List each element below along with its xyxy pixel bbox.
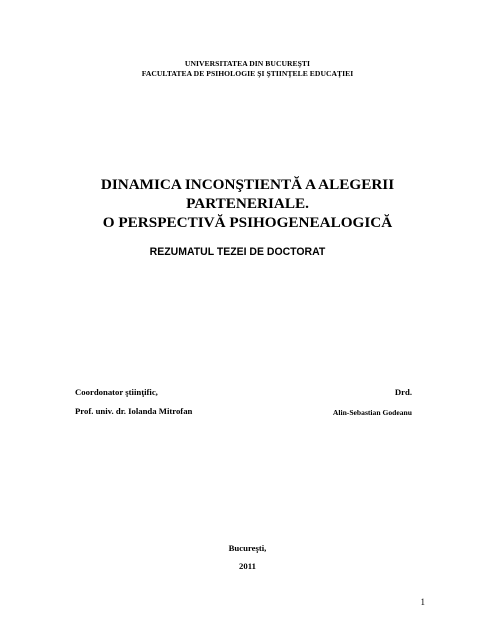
- thesis-title-line-3: O PERSPECTIVĂ PSIHOGENEALOGICĂ: [102, 214, 393, 231]
- university-name: UNIVERSITATEA DIN BUCUREŞTI: [184, 59, 311, 68]
- thesis-subtitle: REZUMATUL TEZEI DE DOCTORAT: [149, 246, 326, 258]
- author-name: Alin-Sebastian Godeanu: [332, 408, 412, 417]
- city: Bucureşti,: [228, 543, 267, 553]
- coordinator-label: Coordonator ştiinţific,: [75, 387, 158, 397]
- faculty-name: FACULTATEA DE PSIHOLOGIE ŞI ŞTIINŢELE EDUCAŢIEI: [141, 69, 354, 78]
- year: 2011: [239, 561, 256, 571]
- author-label: Drd.: [394, 387, 412, 397]
- thesis-title-line-2: PARTENERIALE.: [186, 195, 309, 212]
- thesis-title-line-1: DINAMICA INCONŞTIENTĂ A ALEGERII: [100, 176, 395, 193]
- page-number: 1: [420, 597, 425, 607]
- coordinator-name: Prof. univ. dr. Iolanda Mitrofan: [75, 406, 193, 416]
